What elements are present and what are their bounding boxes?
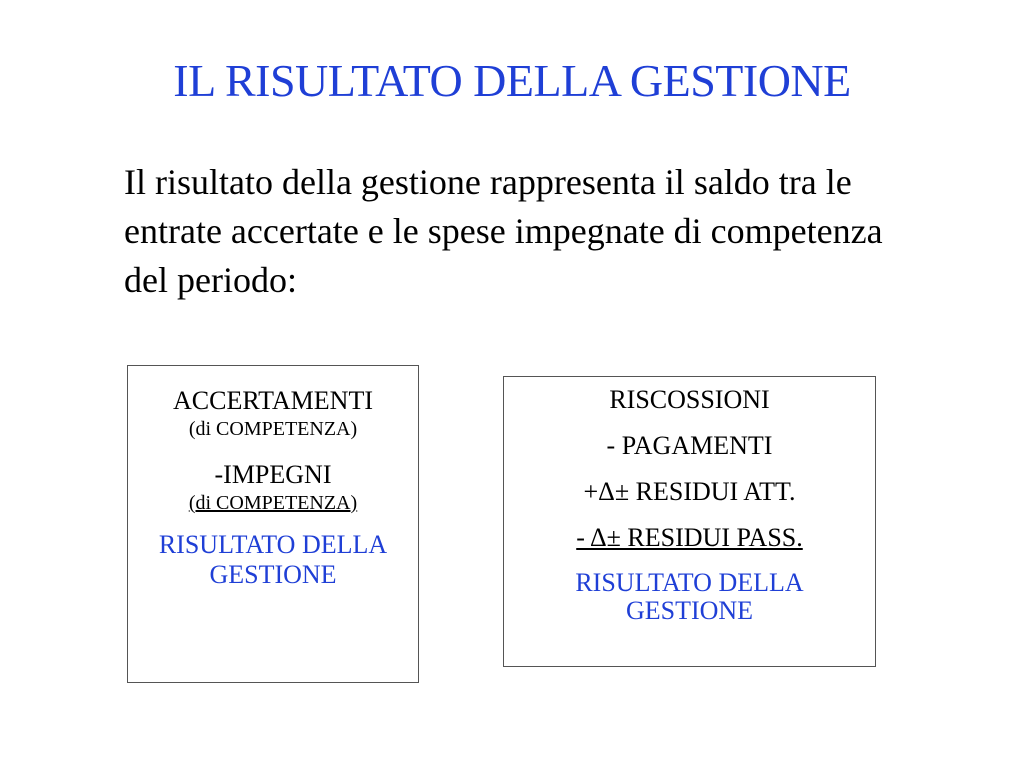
slide-title: IL RISULTATO DELLA GESTIONE bbox=[173, 55, 851, 106]
result-label-right: RISULTATO DELLA GESTIONE bbox=[575, 568, 804, 625]
pagamenti-label: - PAGAMENTI bbox=[606, 431, 773, 460]
residui-passivi-label: - Δ± RESIDUI PASS. bbox=[576, 523, 803, 552]
residui-attivi-label: +Δ± RESIDUI ATT. bbox=[583, 477, 796, 506]
impegni-label: -IMPEGNI bbox=[214, 460, 332, 489]
accertamenti-label: ACCERTAMENTI bbox=[172, 386, 373, 415]
impegni-qualifier: (di COMPETENZA) bbox=[188, 492, 358, 514]
formula-box-competenza bbox=[127, 365, 419, 683]
result-label-left: RISULTATO DELLA GESTIONE bbox=[158, 530, 388, 589]
riscossioni-label: RISCOSSIONI bbox=[609, 385, 770, 414]
accertamenti-qualifier: (di COMPETENZA) bbox=[188, 418, 358, 440]
formula-box-cassa bbox=[503, 376, 876, 667]
intro-paragraph: Il risultato della gestione rappresenta il saldo tra le entrate accertate e le spese impegnate di competenza del periodo: bbox=[124, 162, 883, 300]
